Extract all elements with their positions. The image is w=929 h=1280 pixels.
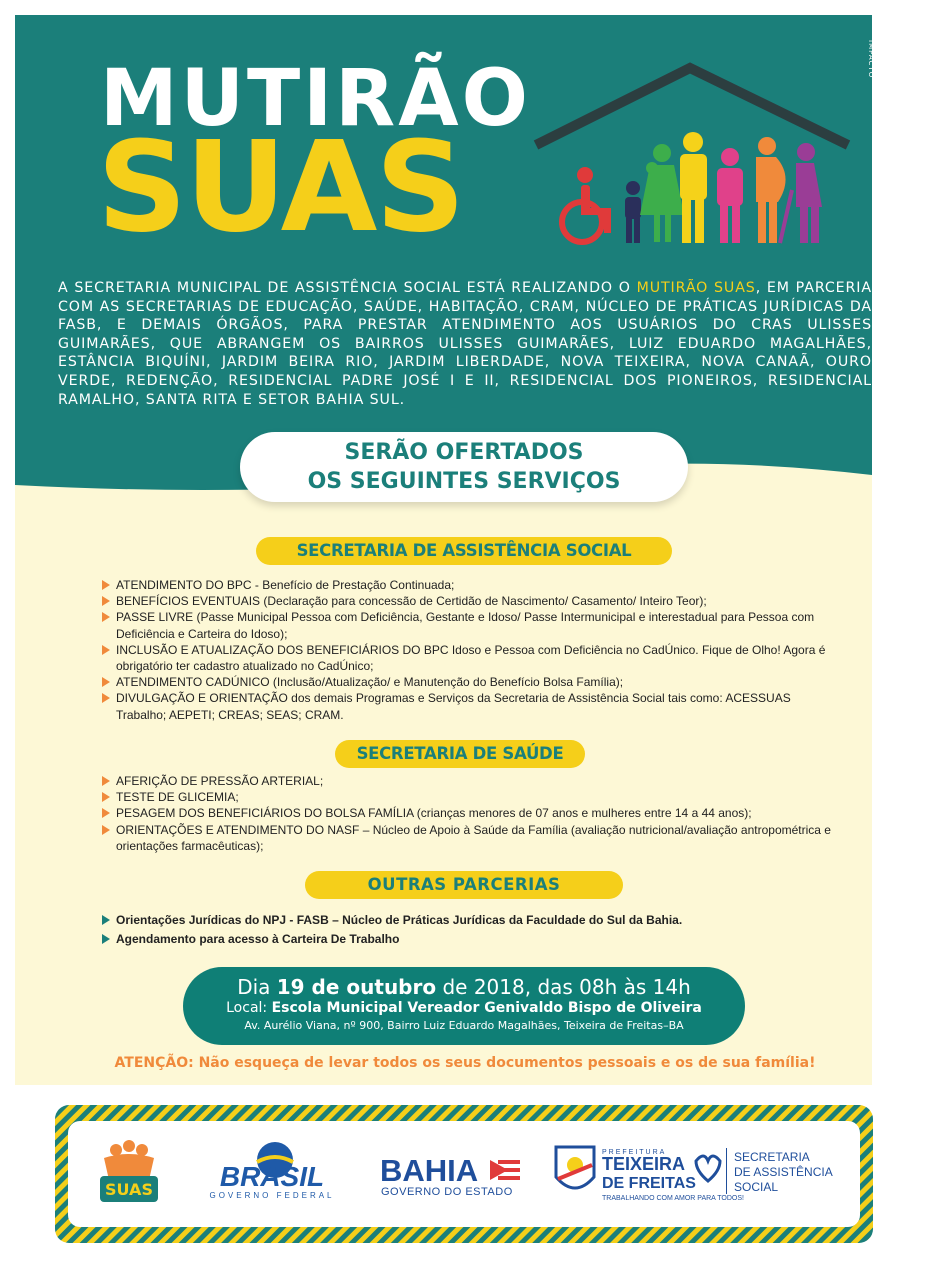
list-item: ATENDIMENTO DO BPC - Benefício de Prestação Continuada; (102, 577, 832, 593)
svg-text:GOVERNO DO ESTADO: GOVERNO DO ESTADO (381, 1186, 513, 1198)
list-item: Agendamento para acesso à Carteira De Trabalho (102, 931, 832, 947)
event-location: Local: Escola Municipal Vereador Genivaldo Bispo de Oliveira (226, 1000, 702, 1016)
list-item: ATENDIMENTO CADÚNICO (Inclusão/Atualização/ e Manutenção do Benefício Bolsa Família); (102, 674, 832, 690)
svg-text:TRABALHANDO COM AMOR PARA TODO: TRABALHANDO COM AMOR PARA TODOS! (602, 1195, 744, 1202)
event-date: Dia 19 de outubro de 2018, das 08h às 14h (237, 975, 691, 999)
svg-text:GOVERNO FEDERAL: GOVERNO FEDERAL (209, 1191, 335, 1200)
services-heading: SERÃO OFERTADOS OS SEGUINTES SERVIÇOS (240, 432, 688, 502)
social-services-list (102, 577, 832, 723)
intro-highlight: MUTIRÃO SUAS (636, 280, 756, 296)
svg-text:DE FREITAS: DE FREITAS (602, 1175, 696, 1192)
section-label-saude: SECRETARIA DE SAÚDE (335, 740, 585, 768)
svg-text:PREFEITURA: PREFEITURA (602, 1149, 667, 1156)
list-item: BENEFÍCIOS EVENTUAIS (Declaração para concessão de Certidão de Nascimento/ Casamento/ Inteiro Teor); (102, 593, 832, 609)
brasil-logo (195, 1140, 350, 1202)
intro-paragraph: A SECRETARIA MUNICIPAL DE ASSISTÊNCIA SOCIAL ESTÁ REALIZANDO O MUTIRÃO SUAS, EM PARCERIA COM AS SECRETARIAS DE EDUCAÇÃO, SAÚDE, HABITAÇÃO, CRAM, NÚCLEO DE PRÁTICAS JURÍDICAS DA FASB, E DEMAIS ÓRGÃOS, PARA PRESTAR ATENDIMENTO AOS USUÁRIOS DO CRAS ULISSES GUIMARÃES, QUE ABRANGEM OS BAIRROS ULISSES GUIMARÃES, LUIZ EDUARDO MAGALHÃES, ESTÂNCIA BIQUÍNI, JARDIM BEIRA RIO, JARDIM LIBERDADE, NOVA TEIXEIRA, NOVA CANAÃ, OURO VERDE, REDENÇÃO, RESIDENCIAL PADRE JOSÉ I E II, RESIDENCIAL DOS PIONEIROS, RESIDENCIAL RAMALHO, SANTA RITA E SETOR BAHIA SUL. (58, 280, 872, 408)
list-item: AFERIÇÃO DE PRESSÃO ARTERIAL; (102, 773, 832, 789)
event-address: Av. Aurélio Viana, nº 900, Bairro Luiz Eduardo Magalhães, Teixeira de Freitas–BA (244, 1019, 684, 1032)
divider (726, 1148, 727, 1194)
secretaria-label: SECRETARIA DE ASSISTÊNCIA SOCIAL (734, 1150, 833, 1194)
title-suas: SUAS (97, 115, 464, 260)
teixeira-de-freitas-logo (552, 1143, 744, 1203)
list-item: PASSE LIVRE (Passe Municipal Pessoa com Deficiência, Gestante e Idoso/ Passe Intermunicipal e interestadual para Pessoa com Deficiência e Carteira do Idoso); (102, 609, 832, 641)
title-mutirao: MUTIRÃO (100, 54, 531, 144)
event-details (183, 967, 745, 1045)
list-item: ORIENTAÇÕES E ATENDIMENTO DO NASF – Núcleo de Apoio à Saúde da Família (avaliação nutricional/avaliação antropométrica e orientações farmacêuticas); (102, 822, 832, 854)
health-services-list (102, 773, 832, 854)
list-item: PESAGEM DOS BENEFICIÁRIOS DO BOLSA FAMÍLIA (crianças menores de 07 anos e mulheres entre 14 a 44 anos); (102, 805, 832, 821)
bahia-logo (378, 1150, 528, 1200)
section-label-outras: OUTRAS PARCERIAS (305, 871, 623, 899)
list-item: INCLUSÃO E ATUALIZAÇÃO DOS BENEFICIÁRIOS DO BPC Idoso e Pessoa com Deficiência no CadÚnico. Fique de Olho! Agora é obrigatório ter cadastro atualizado no CadÚnico; (102, 642, 832, 674)
list-item: Orientações Jurídicas do NPJ - FASB – Núcleo de Práticas Jurídicas da Faculdade do Sul da Bahia. (102, 912, 832, 928)
svg-text:SUAS: SUAS (105, 1180, 153, 1199)
family-house-illustration (530, 60, 860, 250)
svg-text:BAHIA: BAHIA (380, 1153, 479, 1188)
svg-text:TEIXEIRA: TEIXEIRA (602, 1154, 686, 1174)
list-item: TESTE DE GLICEMIA; (102, 789, 832, 805)
svg-text:BRASIL: BRASIL (219, 1161, 325, 1192)
attention-note: ATENÇÃO: Não esqueça de levar todos os seus documentos pessoais e os de sua família! (114, 1055, 816, 1071)
agency-mark: IMPACTO (867, 40, 875, 79)
suas-logo (96, 1138, 162, 1206)
list-item: DIVULGAÇÃO E ORIENTAÇÃO dos demais Programas e Serviços da Secretaria de Assistência Social tais como: ACESSUAS Trabalho; AEPETI; CREAS; SEAS; CRAM. (102, 690, 832, 722)
section-label-social: SECRETARIA DE ASSISTÊNCIA SOCIAL (256, 537, 672, 565)
partners-list (102, 912, 832, 950)
